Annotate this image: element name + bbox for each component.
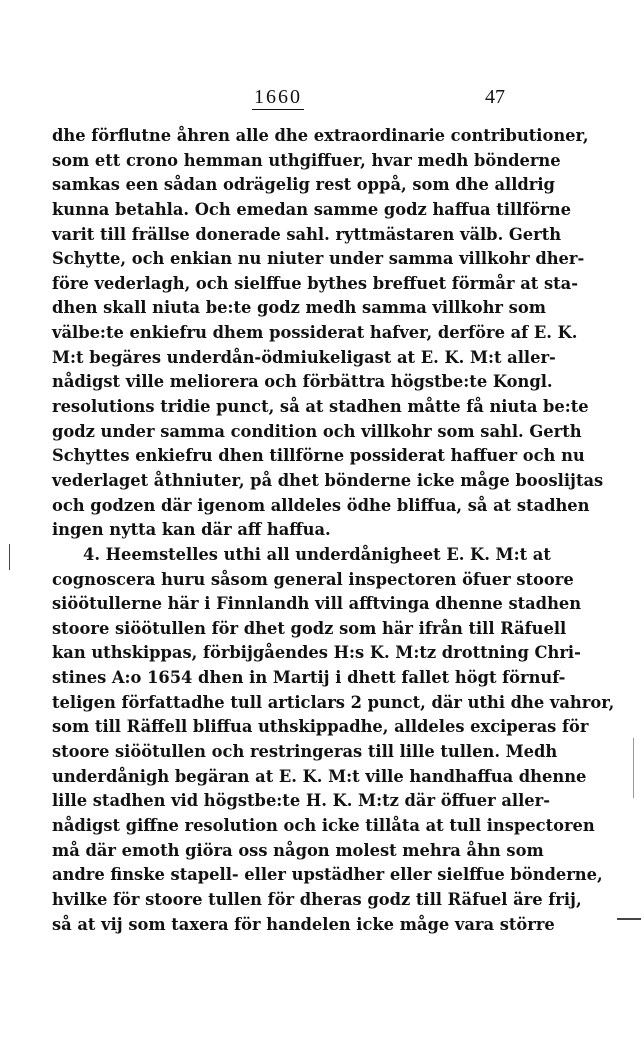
- text-line: resolutions tridie punct, så at stadhen måtte få niuta be:te: [52, 397, 589, 417]
- text-line: före vederlagh, och sielffue bythes breffuet förmår at sta-: [52, 273, 578, 293]
- text-line: stines A:o 1654 dhen in Martij i dhett fallet högt förnuf-: [52, 668, 566, 688]
- right-margin-mark: [633, 738, 634, 798]
- text-line: som till Räffell bliffua uthskippadhe, alldeles exciperas för: [52, 717, 589, 737]
- text-line: nådigst giffne resolution och icke tillåta at tull inspectoren: [52, 815, 595, 835]
- text-line: stoore siöötullen och restringeras till lille tullen. Medh: [52, 742, 558, 762]
- page-header: [0, 86, 644, 112]
- text-line: och godzen där igenom alldeles ödhe bliffua, så at stadhen: [52, 495, 590, 515]
- page-number: 47: [485, 86, 505, 108]
- text-line: siöötullerne här i Finnlandh vill afftvinga dhenne stadhen: [52, 594, 582, 614]
- paragraph-end-line: ingen nytta kan där aff haffua.: [52, 520, 331, 540]
- text-line: kunna betahla. Och emedan samme godz haffua tillförne: [52, 199, 571, 219]
- left-margin-mark: [9, 544, 10, 570]
- body-text: [52, 124, 615, 937]
- text-line: välbe:te enkiefru dhem possiderat hafver, derföre af E. K.: [52, 323, 578, 343]
- text-line: hvilke för stoore tullen för dheras godz till Räfuel äre frij,: [52, 889, 582, 909]
- text-line: vederlaget åthniuter, på dhet bönderne icke måge booslijtas: [52, 470, 604, 490]
- paragraph-start-line: 4. Heemstelles uthi all underdånigheet E. K. M:t at: [83, 544, 551, 564]
- text-line: nådigst ville meliorera och förbättra högstbe:te Kongl.: [52, 372, 553, 392]
- text-line: samkas een sådan odrägelig rest oppå, som dhe alldrig: [52, 175, 555, 195]
- text-line: stoore siöötullen för dhet godz som här ifrån till Räfuell: [52, 618, 567, 638]
- text-line: Schyttes enkiefru dhen tillförne possiderat haffuer och nu: [52, 446, 585, 466]
- text-line: som ett crono hemman uthgiffuer, hvar medh bönderne: [52, 150, 561, 170]
- text-line: så at vij som taxera för handelen icke måge vara större: [52, 914, 555, 934]
- text-line: godz under samma condition och villkohr som sahl. Gerth: [52, 421, 582, 441]
- text-line: kan uthskippas, förbijgåendes H:s K. M:tz drottning Chri-: [52, 643, 581, 663]
- text-line: dhe förflutne åhren alle dhe extraordinarie contributioner,: [52, 126, 589, 145]
- text-line: varit till frällse donerade sahl. ryttmästaren välb. Gerth: [52, 224, 562, 244]
- text-line: dhen skall niuta be:te godz medh samma villkohr som: [52, 298, 546, 318]
- text-line: underdånigh begäran at E. K. M:t ville handhaffua dhenne: [52, 766, 587, 786]
- text-line: M:t begäres underdån-ödmiukeligast at E. K. M:t aller-: [52, 347, 556, 367]
- text-line: lille stadhen vid högstbe:te H. K. M:tz där öffuer aller-: [52, 791, 550, 811]
- text-line: andre finske stapell- eller upstädher eller sielffue bönderne,: [52, 865, 603, 885]
- text-line: teligen författadhe tull articlars 2 punct, där uthi dhe vahror,: [52, 692, 615, 712]
- text-line: Schytte, och enkian nu niuter under samma villkohr dher-: [52, 249, 585, 269]
- text-line: cognoscera huru såsom general inspectoren öfuer stoore: [52, 569, 574, 589]
- running-head-year: 1660: [254, 86, 302, 108]
- right-edge-dash: [617, 918, 641, 920]
- text-line: må där emoth giöra oss någon molest mehra åhn som: [52, 840, 544, 860]
